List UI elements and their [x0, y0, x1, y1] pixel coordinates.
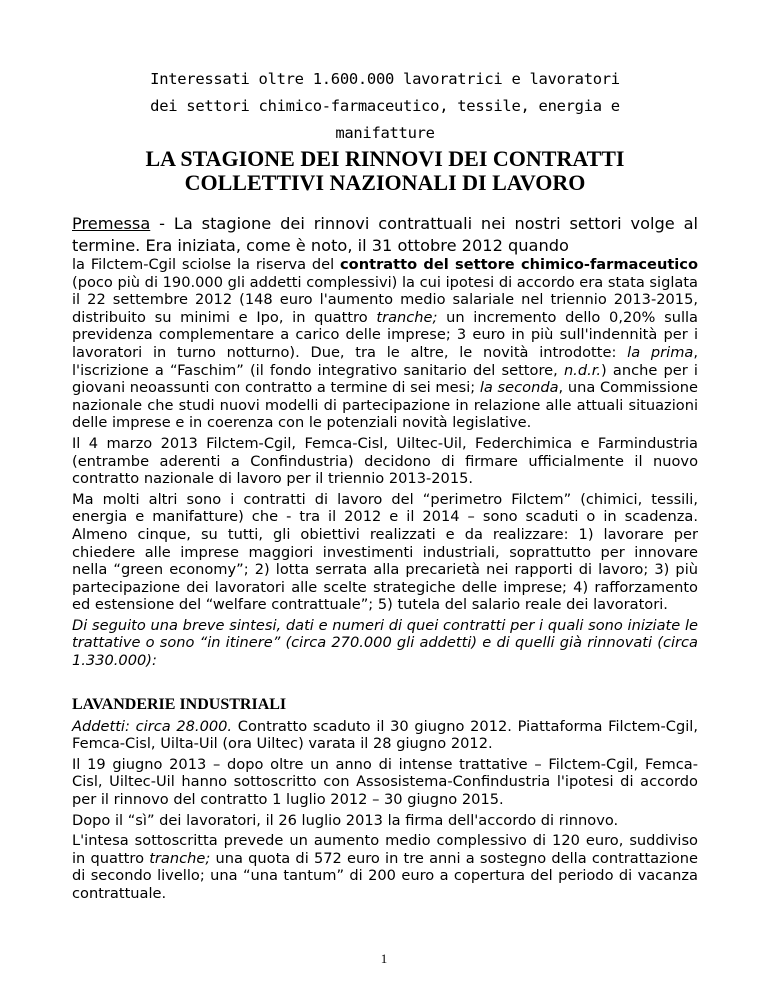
- lavanderie-paragraph-2: Il 19 giugno 2013 – dopo oltre un anno di intense trattative – Filctem-Cgil, Femca-Cisl, Uiltec-Uil hanno sottoscritto con Assosistema-Confindustria l'ipotesi di accordo per il rinnovo del contratto 1 luglio 2012 – 30 giugno 2015.: [72, 755, 698, 809]
- premessa-intro: [72, 213, 698, 257]
- text-run: la Filctem-Cgil sciolse la riserva del: [72, 256, 341, 273]
- text-run: un incremento dello 0,20% sulla previdenza complementare a carico delle imprese; 3 euro in più sull'indennità per i lavoratori in turno notturno). Due, tra le altre, le novità introdotte:: [72, 308, 698, 361]
- subtitle-line-2: dei settori chimico-farmaceutico, tessile, energia e: [150, 97, 620, 115]
- text-run: (poco più di 190.000 gli addetti complessivi) la cui ipotesi di accordo era stata siglata il 22 settembre 2012 (148 euro l'aumento medio salariale nel triennio 2013-2015, distribuito su minimi e Ipo, in quattro: [72, 273, 698, 326]
- text-run: L'intesa sottoscritta prevede un aumento medio complessivo di 120 euro, suddiviso in quattro: [72, 832, 698, 867]
- text-run-italic: tranche;: [149, 849, 211, 867]
- section-heading-lavanderie: LAVANDERIE INDUSTRIALI: [72, 695, 287, 713]
- title-line-2: COLLETTIVI NAZIONALI DI LAVORO: [184, 170, 586, 195]
- title-line-1: LA STAGIONE DEI RINNOVI DEI CONTRATTI: [145, 146, 625, 171]
- lavanderie-paragraph-4: [72, 832, 698, 902]
- premessa-paragraph-2: Il 4 marzo 2013 Filctem-Cgil, Femca-Cisl, Uiltec-Uil, Federchimica e Farmindustria (entrambe aderenti a Confindustria) decidono di firmare ufficialmente il nuovo contratto nazionale di lavoro per il triennio 2013-2015.: [72, 434, 698, 488]
- premessa-paragraph-3: Ma molti altri sono i contratti di lavoro del “perimetro Filctem” (chimici, tessili, energia e manifatture) che - tra il 2012 e il 2014 – sono scaduti o in scadenza. Almeno cinque, su tutti, gli obiettivi realizzati e da realizzare: 1) lavorare per chiedere alle imprese maggiori investimenti industriali, soprattutto per innovare nella “green economy”; 2) lotta serrata alla precarietà nei rapporti di lavoro; 3) più partecipazione dei lavoratori alle scelte strategiche delle imprese; 4) rafforzamento ed estensione del “welfare contrattuale”; 5) tutela del salario reale dei lavoratori.: [72, 490, 698, 614]
- chimico-contract-highlight: contratto del settore chimico-farmaceutico: [340, 256, 698, 273]
- addetti-label: Addetti: circa 28.000.: [72, 717, 233, 735]
- text-run: , l'iscrizione a “Faschim” (il fondo integrativo sanitario del settore,: [72, 343, 698, 379]
- document-page: [72, 66, 698, 906]
- premessa-label: Premessa: [72, 214, 151, 233]
- text-run-italic: la prima: [627, 343, 694, 361]
- lavanderie-paragraph-3: Dopo il “sì” dei lavoratori, il 26 luglio 2013 la firma dell'accordo di rinnovo.: [72, 811, 619, 829]
- text-run: Contratto scaduto il 30 giugno 2012. Piattaforma Filctem-Cgil, Femca-Cisl, Uilta-Uil (ora Uiltec) varata il 28 giugno 2012.: [72, 717, 698, 753]
- premessa-paragraph-4: Di seguito una breve sintesi, dati e numeri di quei contratti per i quali sono iniziate le trattative o sono “in itinere” (circa 270.000 gli addetti) e di quelli già rinnovati (circa 1.330.000):: [72, 616, 698, 670]
- subtitle-line-1: Interessati oltre 1.600.000 lavoratrici e lavoratori: [150, 70, 620, 88]
- page-number: 1: [380, 951, 388, 966]
- text-run: , una Commissione nazionale che studi nuovi modelli di partecipazione in relazione alle attuali situazioni delle imprese e in coerenza con le potenziali novità legislative.: [72, 379, 698, 432]
- text-run-italic: tranche;: [376, 308, 438, 326]
- lavanderie-paragraph-1: [72, 718, 698, 753]
- text-run-italic: n.d.r.: [563, 361, 602, 379]
- premessa-line1: - La stagione dei rinnovi contrattuali nei nostri settori volge al termine. Era iniziata, come è noto, il 31 ottobre 2012 quando: [72, 214, 698, 255]
- text-run: ) anche per i giovani neoassunti con contratto a termine di sei mesi;: [72, 361, 698, 397]
- text-run: una quota di 572 euro in tre anni a sostegno della contrattazione di secondo livello; una “una tantum” di 200 euro a copertura del periodo di vacanza contrattuale.: [72, 849, 698, 902]
- page-title: [72, 147, 698, 195]
- text-run-italic: la seconda: [479, 379, 559, 397]
- subtitle-line-3: manifatture: [335, 124, 435, 142]
- premessa-paragraph-1: [72, 256, 698, 432]
